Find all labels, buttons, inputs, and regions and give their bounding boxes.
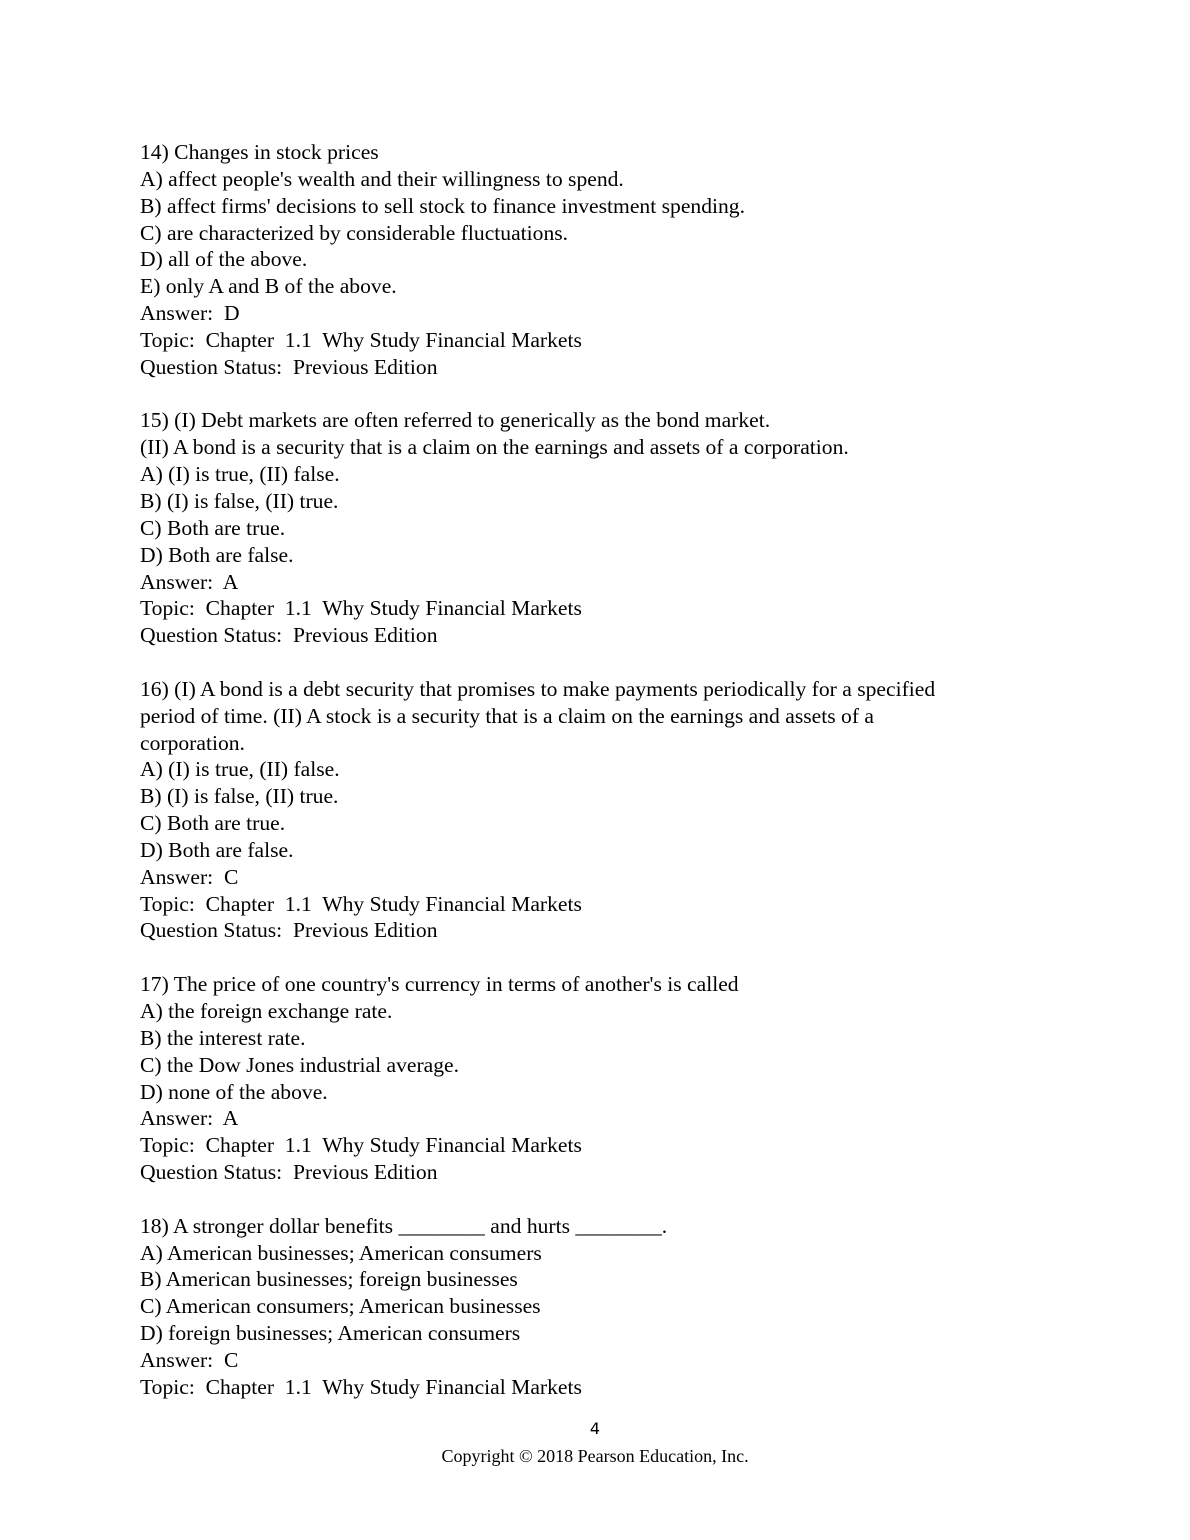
answer-option: A) American businesses; American consumers (140, 1240, 542, 1265)
answer-option: B) the interest rate. (140, 1025, 306, 1050)
answer-option: C) are characterized by considerable fluctuations. (140, 220, 569, 245)
question-stem: (II) A bond is a security that is a claim on the earnings and assets of a corporation. (140, 435, 849, 460)
answer-option: B) (I) is false, (II) true. (140, 488, 339, 513)
answer-option: B) American businesses; foreign businesses (140, 1267, 518, 1292)
question-status: Question Status: Previous Edition (140, 918, 438, 943)
topic-label: Topic: Chapter 1.1 Why Study Financial Markets (140, 891, 582, 916)
question-list (140, 139, 1040, 1428)
answer-option: D) Both are false. (140, 542, 294, 567)
question-status: Question Status: Previous Edition (140, 1160, 438, 1185)
question-stem: 18) A stronger dollar benefits ________ and hurts ________. (140, 1213, 668, 1238)
question-status: Question Status: Previous Edition (140, 354, 438, 379)
question-status: Question Status: Previous Edition (140, 623, 438, 648)
answer-key: Answer: A (140, 1106, 239, 1131)
question-block (140, 676, 1040, 944)
answer-option: C) the Dow Jones industrial average. (140, 1052, 460, 1077)
question-block (140, 1213, 1040, 1401)
answer-option: B) (I) is false, (II) true. (140, 784, 339, 809)
answer-key: Answer: C (140, 1347, 239, 1372)
answer-option: D) none of the above. (140, 1079, 328, 1104)
answer-option: D) all of the above. (140, 247, 308, 272)
question-stem: period of time. (II) A stock is a security that is a claim on the earnings and assets of a (140, 703, 874, 728)
answer-key: Answer: D (140, 301, 240, 326)
answer-option: C) American consumers; American businesses (140, 1294, 541, 1319)
topic-label: Topic: Chapter 1.1 Why Study Financial Markets (140, 1133, 582, 1158)
question-stem: 16) (I) A bond is a debt security that promises to make payments periodically for a specified (140, 676, 936, 701)
answer-option: D) foreign businesses; American consumers (140, 1321, 521, 1346)
answer-option: A) affect people's wealth and their willingness to spend. (140, 166, 624, 191)
topic-label: Topic: Chapter 1.1 Why Study Financial Markets (140, 1374, 582, 1399)
topic-label: Topic: Chapter 1.1 Why Study Financial Markets (140, 596, 582, 621)
topic-label: Topic: Chapter 1.1 Why Study Financial Markets (140, 327, 582, 352)
question-stem: 14) Changes in stock prices (140, 140, 379, 164)
answer-option: C) Both are true. (140, 811, 286, 836)
copyright-notice: Copyright © 2018 Pearson Education, Inc. (441, 1446, 749, 1466)
answer-option: A) (I) is true, (II) false. (140, 462, 340, 487)
question-stem: 15) (I) Debt markets are often referred to generically as the bond market. (140, 408, 771, 433)
answer-option: A) (I) is true, (II) false. (140, 757, 340, 782)
answer-option: E) only A and B of the above. (140, 274, 397, 299)
answer-key: Answer: C (140, 864, 239, 889)
answer-option: A) the foreign exchange rate. (140, 999, 393, 1023)
page-number: 4 (589, 1419, 601, 1438)
question-block (140, 139, 1040, 381)
question-block (140, 407, 1040, 649)
question-block (140, 971, 1040, 1186)
answer-key: Answer: A (140, 569, 239, 594)
answer-option: D) Both are false. (140, 837, 294, 862)
question-stem: corporation. (140, 730, 245, 755)
answer-option: C) Both are true. (140, 515, 286, 540)
answer-option: B) affect firms' decisions to sell stock to finance investment spending. (140, 193, 745, 218)
question-stem: 17) The price of one country's currency in terms of another's is called (140, 972, 739, 997)
